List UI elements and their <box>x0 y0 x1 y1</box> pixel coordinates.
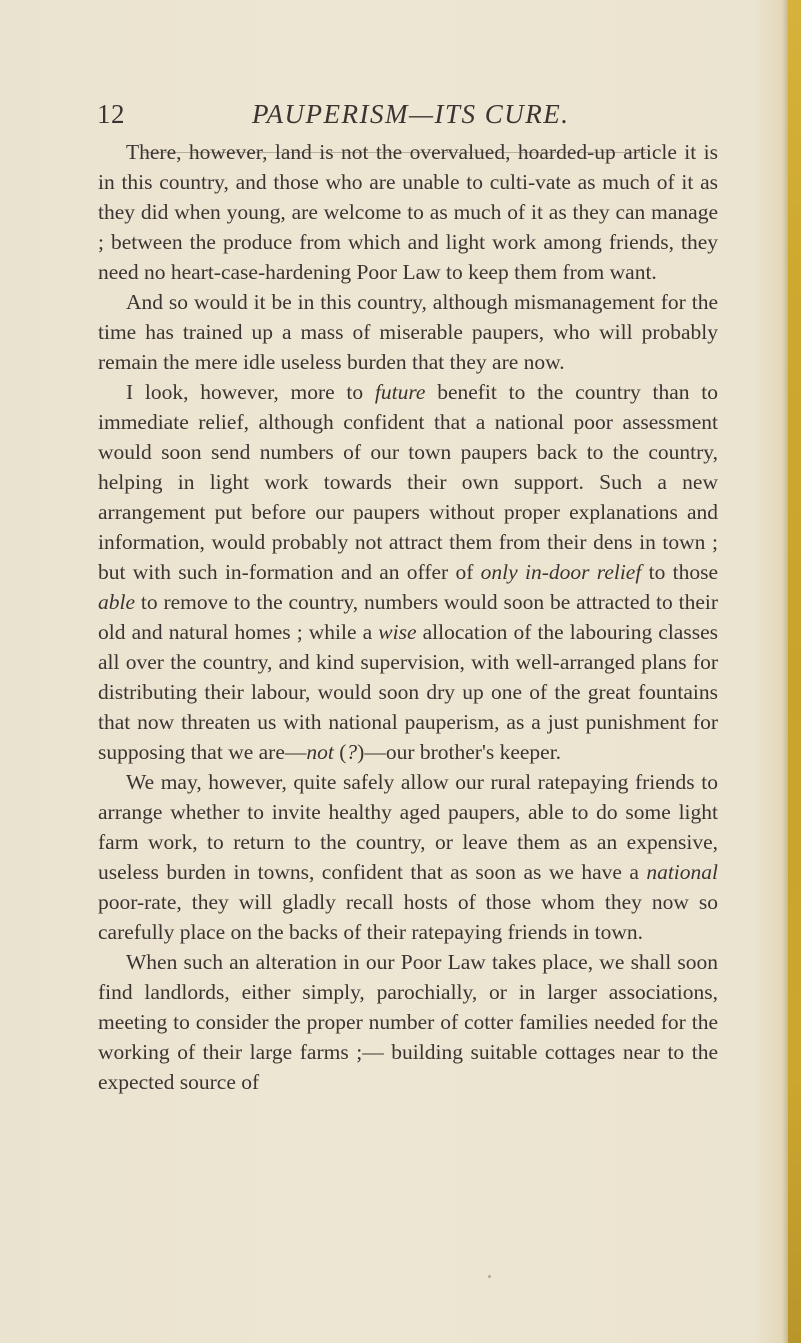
paragraph-text: When such an alteration in our Poor Law takes place, we shall soon find landlords, either simply, parochially, or in larger associations, meeting to consider the proper number of cotter families needed for the working of their large farms ;— building suitable cottages near to the expected source of <box>98 950 718 1094</box>
body-text <box>98 137 718 1097</box>
gilded-page-edge <box>788 0 801 1343</box>
paragraph <box>98 947 718 1097</box>
paragraph-text: allocation of the labouring classes all over the country, and kind supervision, with well-arranged plans for distributing their labour, would soon dry up one of the great fountains that now threaten us with national pauperism, as a just punishment for supposing that we are— <box>98 620 718 764</box>
paragraph-text: And so would it be in this country, although mismanagement for the time has trained up a mass of miserable paupers, who will probably remain the mere idle useless burden that they are now. <box>98 290 718 374</box>
paragraph-text: )—our brother's keeper. <box>357 740 562 764</box>
paragraph-text: to remove to the country, numbers would soon be attracted to their old and natural homes ; while a <box>98 590 718 644</box>
paragraph-text: poor-rate, they will gladly recall hosts of those whom they now so carefully place on the backs of their ratepaying friends in town. <box>98 890 718 944</box>
paragraph <box>98 377 718 767</box>
paragraph-text: ( <box>333 740 347 764</box>
paragraph-text: There, however, land is not the overvalued, hoarded-up article it is in this country, and those who are unable to culti-vate as much of it as they did when young, are welcome to as much of it as they can manage ; between the produce from which and light work among friends, they need no heart-case-hardening Poor Law to keep them from want. <box>98 140 718 284</box>
paragraph-text: to those <box>641 560 718 584</box>
paragraph <box>98 137 718 287</box>
paragraph-text: We may, however, quite safely allow our rural ratepaying friends to arrange whether to invite healthy aged paupers, able to do some light farm work, to return to the country, or leave them as an expensive, useless burden in towns, confident that as soon as we have a <box>98 770 718 884</box>
italic-word-wise: wise <box>378 620 417 644</box>
paragraph <box>98 767 718 947</box>
italic-question-mark: ? <box>346 740 358 764</box>
page-header <box>97 94 717 134</box>
paragraph-text: I look, however, more to <box>126 380 375 404</box>
italic-phrase-only-in-door-relief: only in-door relief <box>480 560 642 584</box>
italic-word-national: national <box>646 860 718 884</box>
running-head: PAUPERISM—ITS CURE. <box>252 99 570 129</box>
italic-word-not: not <box>306 740 334 764</box>
italic-word-able: able <box>98 590 136 614</box>
italic-word-future: future <box>374 380 426 404</box>
paragraph-text: benefit to the country than to immediate relief, although confident that a national poor assessment would soon send numbers of our town paupers back to the country, helping in light work towards their own support. Such a new arrangement put before our paupers without proper explanations and information, would probably not attract them from their dens in town ; but with such in-formation and an offer of <box>98 380 718 584</box>
paragraph <box>98 287 718 377</box>
page-number: 12 <box>97 99 125 129</box>
paper-speck <box>488 1275 491 1278</box>
